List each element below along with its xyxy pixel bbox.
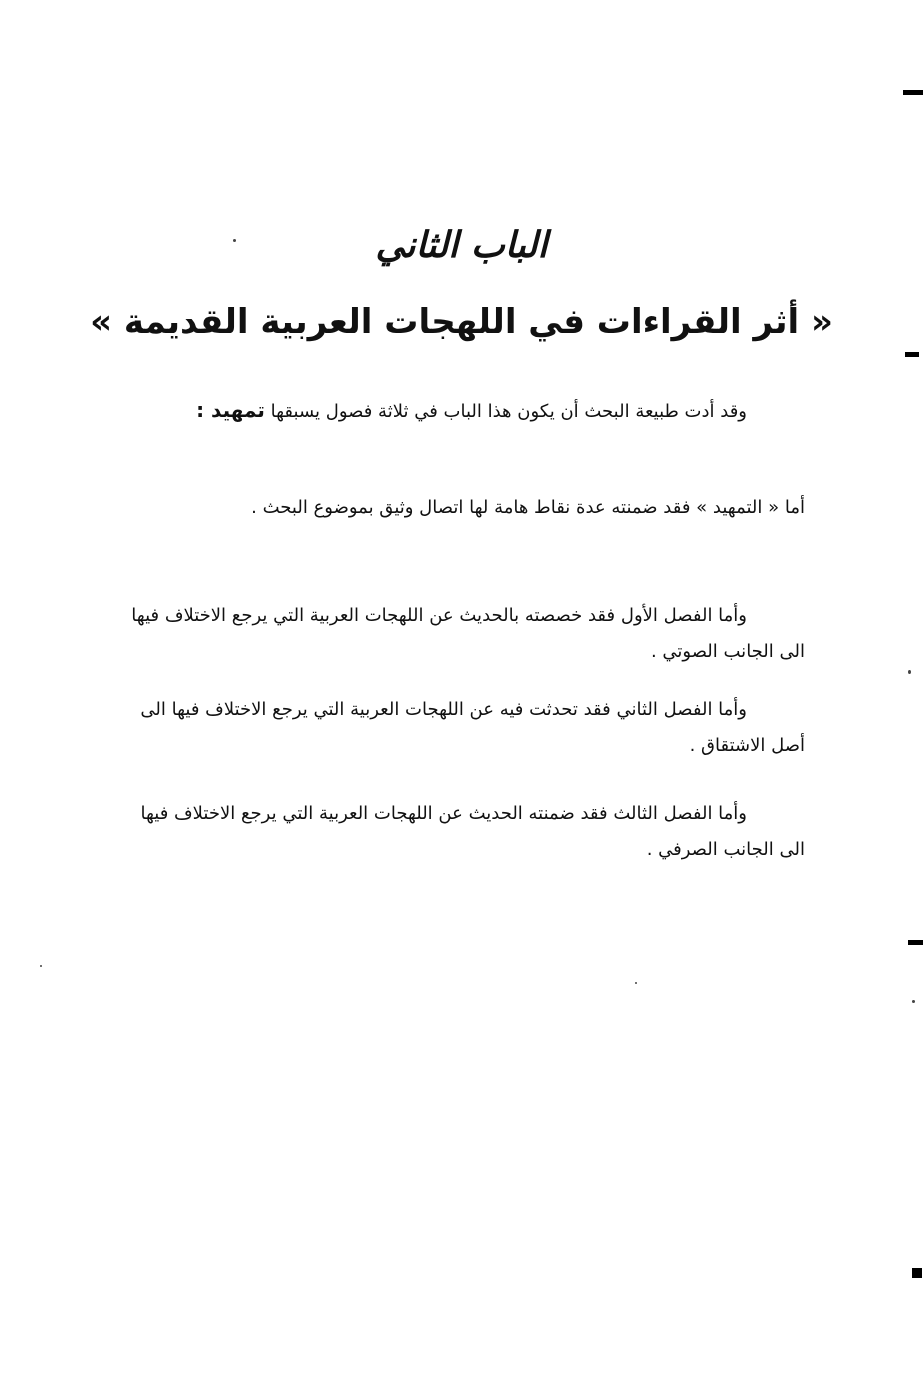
scan-edge-mark — [905, 352, 919, 357]
chapter-subtitle: « أثر القراءات في اللهجات العربية القديمة » — [90, 302, 833, 342]
chapter-one-text: وأما الفصل الأول فقد خصصته بالحديث عن اللهجات العربية التي يرجع الاختلاف فيها الى الجانب الصوتي . — [131, 605, 805, 662]
tamhid-heading: تمهيد : — [196, 398, 265, 422]
tamhid-paragraph — [120, 490, 805, 526]
chapter-two-paragraph — [120, 692, 805, 764]
scan-speck — [635, 982, 637, 984]
chapter-title: الباب الثاني — [375, 225, 548, 266]
chapter-two-text: وأما الفصل الثاني فقد تحدثت فيه عن اللهجات العربية التي يرجع الاختلاف فيها الى أصل الاشتقاق . — [140, 699, 805, 756]
intro-paragraph — [120, 392, 805, 430]
chapter-one-paragraph — [120, 598, 805, 670]
scan-edge-mark — [908, 940, 923, 945]
chapter-three-text: وأما الفصل الثالث فقد ضمنته الحديث عن اللهجات العربية التي يرجع الاختلاف فيها الى الجانب الصرفي . — [140, 803, 805, 860]
scan-edge-mark — [903, 90, 923, 95]
tamhid-text: أما « التمهيد » فقد ضمنته عدة نقاط هامة لها اتصال وثيق بموضوع البحث . — [251, 497, 805, 518]
scan-speck — [908, 670, 911, 674]
scan-speck — [912, 1000, 915, 1003]
scan-speck — [40, 965, 42, 967]
intro-text: وقد أدت طبيعة البحث أن يكون هذا الباب في ثلاثة فصول يسبقها — [270, 401, 747, 422]
chapter-three-paragraph — [120, 796, 805, 868]
scan-edge-mark — [912, 1268, 922, 1278]
scan-speck — [233, 239, 236, 242]
